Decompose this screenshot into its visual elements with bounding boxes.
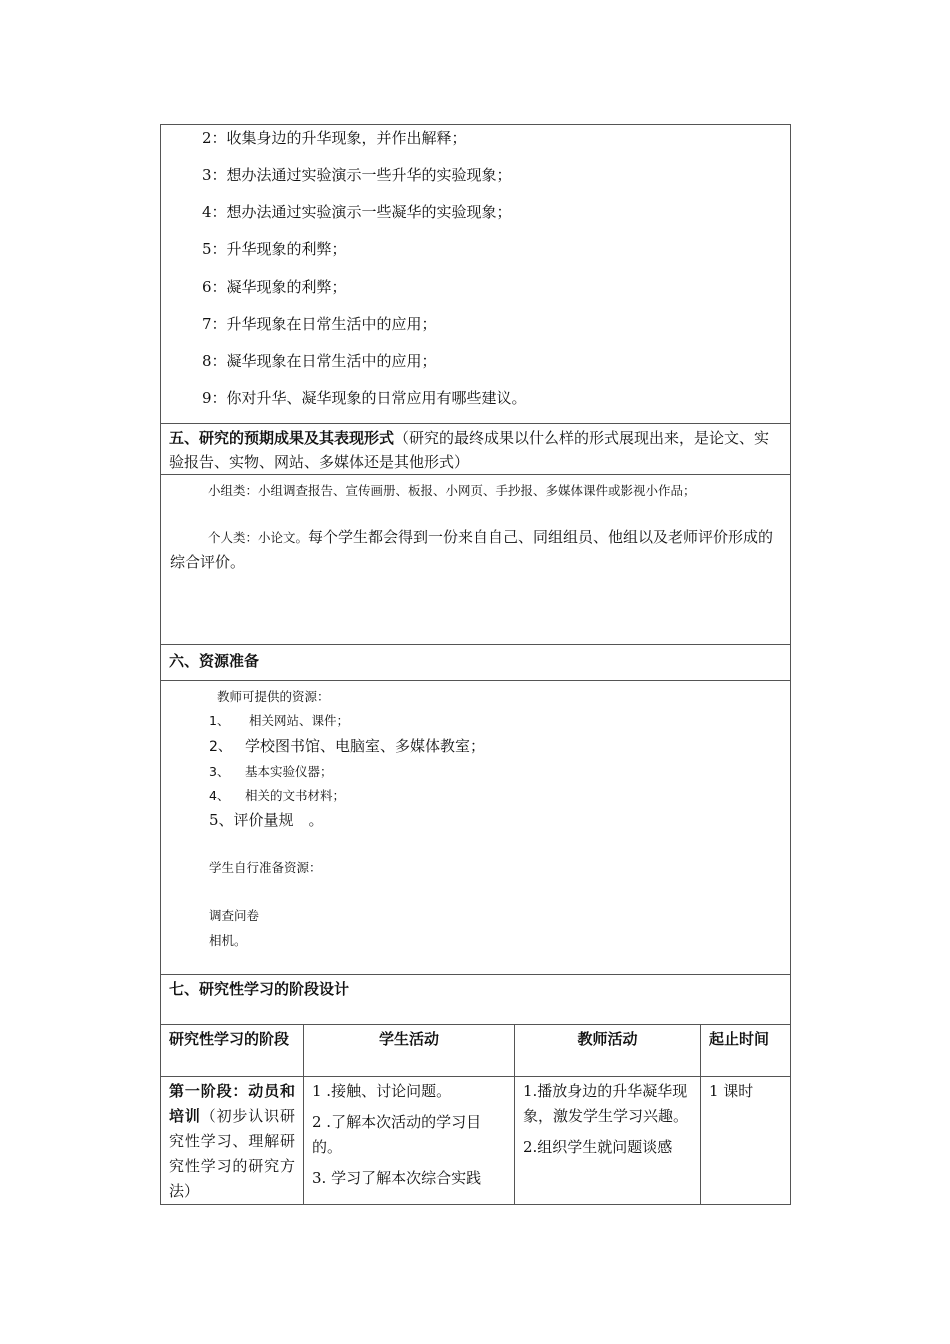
header-teacher-activity: 教师活动	[515, 1025, 701, 1077]
phase-table	[160, 1024, 791, 1205]
student-activity-item: 2 .了解本次活动的学习目的。	[312, 1113, 482, 1156]
time-cell: 1 课时	[701, 1077, 791, 1205]
student-activity-item: 3. 学习了解本次综合实践	[312, 1169, 482, 1187]
phase-name: 第一阶段：动员和培训	[169, 1082, 295, 1125]
student-resources-label: 学生自行准备资源：	[209, 860, 322, 875]
group-outcomes: 小组类：小组调查报告、宣传画册、板报、小网页、手抄报、多媒体课件或影视小作品；	[208, 483, 696, 498]
teacher-resource-num: 2、	[209, 739, 232, 755]
student-resource-item: 调查问卷	[209, 908, 260, 923]
header-student-activity: 学生活动	[304, 1025, 515, 1077]
teacher-resource-text: 学校图书馆、电脑室、多媒体教室；	[245, 737, 486, 755]
list-item: 5：升华现象的利弊；	[202, 240, 347, 258]
personal-outcomes-text: 每个学生都会得到一份来自自己、同组组员、他组以及老师评价形成的综合评价。	[170, 528, 774, 571]
teacher-resource-num: 1、	[209, 713, 230, 728]
table-row	[161, 1077, 791, 1205]
list-item: 8：凝华现象在日常生活中的应用；	[202, 352, 437, 370]
teacher-resource-text: 相关的文书材料；	[245, 788, 346, 803]
teacher-resource-text: 基本实验仪器；	[245, 764, 333, 779]
section5-header	[160, 423, 791, 475]
teacher-resource-item5: 5、评价量规 。	[209, 811, 324, 829]
phase-description: （初步认识研究性学习、理解研究性学习的研究方法）	[169, 1107, 295, 1200]
student-activity-item: 1 .接触、讨论问题。	[312, 1082, 452, 1100]
list-item: 7：升华现象在日常生活中的应用；	[202, 315, 437, 333]
list-item: 4：想办法通过实验演示一些凝华的实验现象；	[202, 203, 512, 221]
phase-table-header-row	[161, 1025, 791, 1077]
teacher-resource-text: 相关网站、课件；	[249, 713, 350, 728]
header-phase: 研究性学习的阶段	[161, 1025, 304, 1077]
teacher-resources-label: 教师可提供的资源：	[217, 689, 330, 704]
teacher-activity-item: 1.播放身边的升华凝华现象，激发学生学习兴趣。	[523, 1082, 689, 1125]
teacher-resource-num: 3、	[209, 764, 230, 779]
phase-name-cell	[161, 1077, 304, 1205]
teacher-activity-cell	[515, 1077, 701, 1205]
header-time: 起止时间	[701, 1025, 791, 1077]
section5-title: 五、研究的预期成果及其表现形式	[169, 429, 395, 447]
teacher-resource-num: 4、	[209, 788, 230, 803]
section5-body	[160, 474, 791, 645]
student-activity-cell	[304, 1077, 515, 1205]
list-item: 9：你对升华、凝华现象的日常应用有哪些建议。	[202, 389, 527, 407]
section6-header	[160, 644, 791, 683]
section6-body	[160, 680, 791, 975]
list-item: 6：凝华现象的利弊；	[202, 278, 347, 296]
personal-outcomes	[170, 525, 784, 575]
student-resource-item: 相机。	[209, 933, 247, 948]
section6-title: 六、资源准备	[169, 652, 260, 670]
section7-title: 七、研究性学习的阶段设计	[169, 980, 350, 998]
personal-outcomes-label: 个人类：小论文。	[208, 530, 309, 545]
teacher-activity-item: 2.组织学生就问题谈感	[523, 1138, 673, 1156]
list-item: 2：收集身边的升华现象，并作出解释；	[202, 129, 467, 147]
section5-description: （研究的最终成果以什么样的形式展现出来，是论文、实验报告、实物、网站、多媒体还是其他形式）	[169, 429, 770, 471]
section7-header	[160, 974, 791, 1025]
list-item: 3：想办法通过实验演示一些升华的实验现象；	[202, 166, 512, 184]
